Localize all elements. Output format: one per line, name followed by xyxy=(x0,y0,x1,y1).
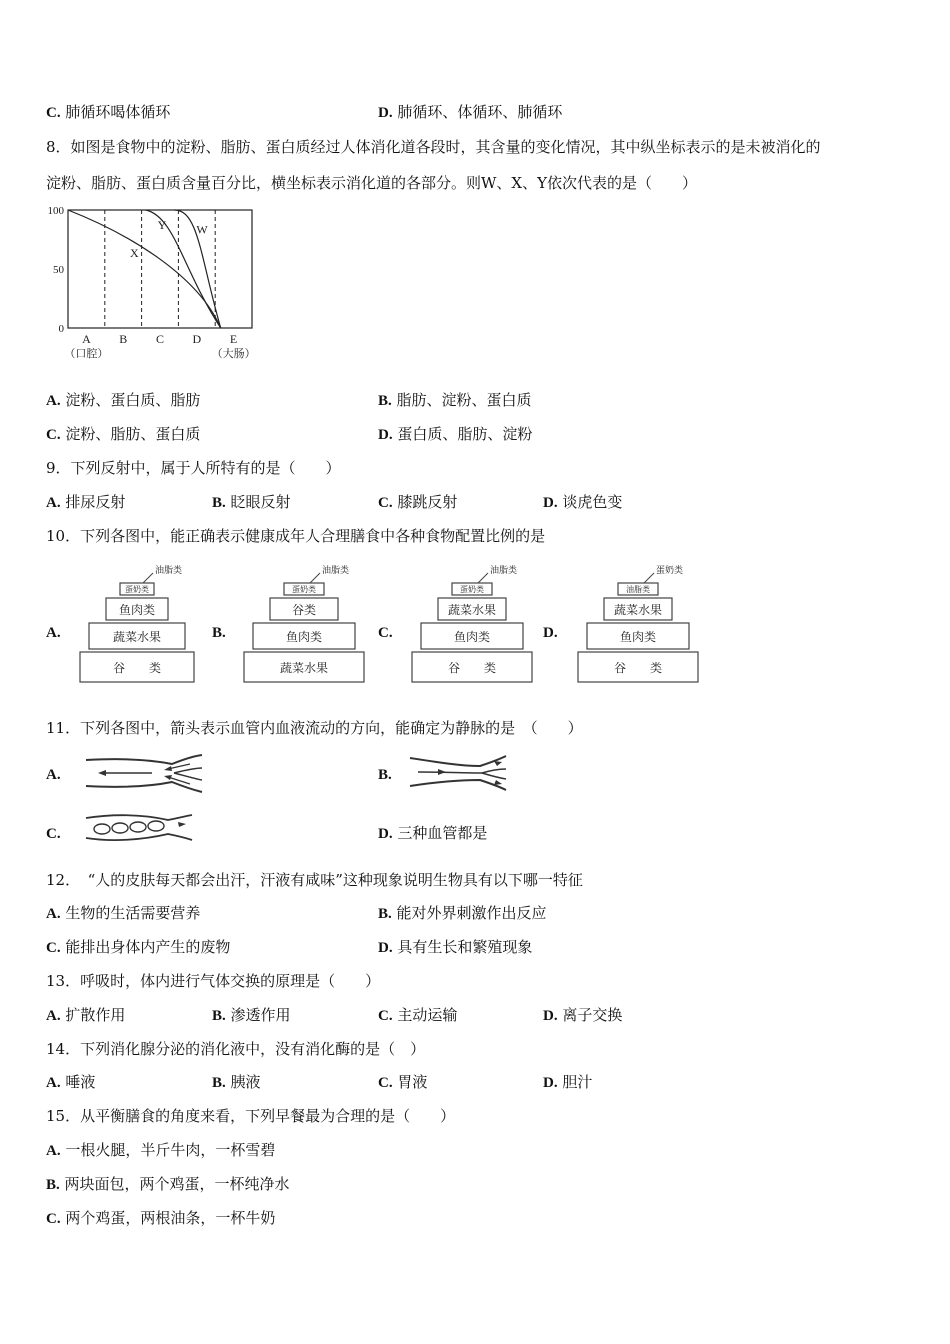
q14-option-b xyxy=(212,1072,261,1093)
option-text: 离子交换 xyxy=(562,1006,623,1024)
q8-stem-line-1: 8．如图是食物中的淀粉、脂肪、蛋白质经过人体消化道各段时，其含量的变化情况，其中纵坐标表示的是未被消化的 xyxy=(46,138,821,156)
x-tick-label: B xyxy=(119,332,128,346)
pyramid-level-label: 鱼肉类 xyxy=(285,630,323,644)
q9-option-c xyxy=(378,492,457,513)
option-label: C. xyxy=(378,495,393,511)
q13-stem: 13．呼吸时，体内进行气体交换的原理是（ ） xyxy=(46,972,381,990)
option-text: 眨眼反射 xyxy=(230,493,291,511)
option-text: 肺循环、体循环、肺循环 xyxy=(397,103,563,121)
option-label: D. xyxy=(378,105,393,121)
vessel-branching-a xyxy=(82,752,206,796)
food-pyramid-c xyxy=(410,562,534,686)
option-text: 两个鸡蛋，两根油条，一杯牛奶 xyxy=(65,1209,276,1227)
q12-option-d xyxy=(378,937,532,958)
q7-option-d xyxy=(378,102,562,123)
option-label: B. xyxy=(212,625,226,641)
q8-option-c xyxy=(46,424,200,445)
option-text: 淀粉、脂肪、蛋白质 xyxy=(65,425,201,443)
q11-option-b xyxy=(378,764,392,785)
q13-option-c xyxy=(378,1005,457,1026)
y-tick-label: 0 xyxy=(58,323,64,335)
pyramid-level-label: 蔬菜水果 xyxy=(112,630,162,644)
callout-leader xyxy=(478,573,488,583)
option-text: 渗透作用 xyxy=(230,1006,291,1024)
q8-stem-line-2: 淀粉、脂肪、蛋白质含量百分比，横坐标表示消化道的各部分。则W、X、Y依次代表的是（ ） xyxy=(46,174,698,192)
callout-leader xyxy=(310,573,320,583)
option-label: B. xyxy=(46,1177,60,1193)
q15-option-b xyxy=(46,1174,290,1195)
q11-stem: 11．下列各图中，箭头表示血管内血液流动的方向，能确定为静脉的是 （ ） xyxy=(46,719,583,737)
pyramid-level-label: 蔬菜水果 xyxy=(279,661,329,675)
q10-option-d-label xyxy=(543,622,558,643)
option-label: A. xyxy=(46,625,61,641)
option-text: 能对外界刺激作出反应 xyxy=(396,904,547,922)
q14-option-c xyxy=(378,1072,427,1093)
option-label: D. xyxy=(543,625,558,641)
x-tick-note: （口腔） xyxy=(64,348,109,360)
q10-option-b-label xyxy=(212,622,226,643)
option-label: C. xyxy=(46,826,61,842)
option-label: B. xyxy=(212,495,226,511)
option-label: B. xyxy=(378,393,392,409)
option-text: 谈虎色变 xyxy=(562,493,623,511)
q9-option-b xyxy=(212,492,291,513)
pyramid-level-label: 谷 类 xyxy=(447,661,497,675)
pyramid-level-label: 谷 类 xyxy=(112,661,162,675)
pyramid-level-label: 蛋奶类 xyxy=(460,585,484,594)
series-label-X: X xyxy=(130,246,139,261)
q8-option-b xyxy=(378,390,532,411)
option-text: 唾液 xyxy=(65,1073,96,1091)
option-label: A. xyxy=(46,1143,61,1159)
option-text: 三种血管都是 xyxy=(397,824,488,842)
option-text: 蛋白质、脂肪、淀粉 xyxy=(397,425,533,443)
pyramid-callout-label: 油脂类 xyxy=(490,565,518,575)
q15-stem: 15．从平衡膳食的角度来看，下列早餐最为合理的是（ ） xyxy=(46,1107,456,1125)
q11-option-d xyxy=(378,823,487,844)
option-text: 主动运输 xyxy=(397,1006,458,1024)
option-text: 脂肪、淀粉、蛋白质 xyxy=(396,391,532,409)
series-label-Y: Y xyxy=(157,217,167,232)
option-text: 生物的生活需要营养 xyxy=(65,904,201,922)
q15-option-c xyxy=(46,1208,275,1229)
q11-option-c xyxy=(46,823,61,844)
option-label: A. xyxy=(46,1008,61,1024)
option-text: 扩散作用 xyxy=(65,1006,126,1024)
q12-option-b xyxy=(378,903,547,924)
q12-option-c xyxy=(46,937,230,958)
option-text: 一根火腿，半斤牛肉，一杯雪碧 xyxy=(65,1141,276,1159)
option-label: A. xyxy=(46,767,61,783)
option-label: C. xyxy=(46,1211,61,1227)
y-tick-label: 100 xyxy=(47,205,64,217)
option-label: A. xyxy=(46,906,61,922)
q8-option-d xyxy=(378,424,532,445)
option-label: B. xyxy=(212,1075,226,1091)
option-text: 胆汁 xyxy=(562,1073,593,1091)
pyramid-callout-label: 油脂类 xyxy=(322,565,350,575)
option-label: C. xyxy=(46,427,61,443)
food-pyramid-a xyxy=(78,562,196,686)
option-text: 膝跳反射 xyxy=(397,493,458,511)
q14-option-a xyxy=(46,1072,95,1093)
option-label: C. xyxy=(378,1075,393,1091)
q8-option-a xyxy=(46,390,200,411)
q7-option-c xyxy=(46,102,170,123)
food-pyramid-b xyxy=(242,562,366,686)
q15-option-a xyxy=(46,1140,275,1161)
q10-stem: 10．下列各图中，能正确表示健康成年人合理膳食中各种食物配置比例的是 xyxy=(46,527,546,545)
x-tick-label: C xyxy=(155,332,165,346)
pyramid-level-label: 蔬菜水果 xyxy=(447,603,497,617)
option-label: C. xyxy=(46,105,61,121)
x-tick-note: （大肠） xyxy=(211,348,256,360)
option-label: C. xyxy=(378,625,393,641)
q12-option-a xyxy=(46,903,200,924)
x-tick-label: A xyxy=(82,332,91,346)
q9-option-d xyxy=(543,492,622,513)
option-text: 胰液 xyxy=(230,1073,261,1091)
option-text: 具有生长和繁殖现象 xyxy=(397,938,533,956)
option-text: 肺循环喝体循环 xyxy=(65,103,171,121)
option-label: B. xyxy=(212,1008,226,1024)
digestion-chart xyxy=(40,200,280,370)
option-label: D. xyxy=(378,826,393,842)
pyramid-callout-label: 蛋奶类 xyxy=(656,565,684,575)
option-label: B. xyxy=(378,767,392,783)
q13-option-d xyxy=(543,1005,622,1026)
option-text: 淀粉、蛋白质、脂肪 xyxy=(65,391,201,409)
option-label: D. xyxy=(543,1008,558,1024)
x-tick-label: D xyxy=(192,332,202,346)
pyramid-level-label: 鱼肉类 xyxy=(118,603,156,617)
pyramid-level-label: 油脂类 xyxy=(626,585,650,594)
callout-leader xyxy=(143,573,153,583)
vessel-branching-b xyxy=(406,752,510,796)
option-label: D. xyxy=(543,1075,558,1091)
option-label: D. xyxy=(543,495,558,511)
option-label: B. xyxy=(378,906,392,922)
vessel-capillary-c xyxy=(82,810,196,846)
pyramid-level-label: 鱼肉类 xyxy=(619,630,657,644)
q12-stem: 12． “人的皮肤每天都会出汗，汗液有咸味”这种现象说明生物具有以下哪一特征 xyxy=(46,871,583,889)
q9-option-a xyxy=(46,492,125,513)
option-text: 胃液 xyxy=(397,1073,428,1091)
callout-leader xyxy=(644,573,654,583)
pyramid-level-label: 蛋奶类 xyxy=(292,585,316,594)
q13-option-b xyxy=(212,1005,291,1026)
q14-option-d xyxy=(543,1072,592,1093)
q10-option-a-label xyxy=(46,622,61,643)
pyramid-callout-label: 油脂类 xyxy=(155,565,183,575)
y-tick-label: 50 xyxy=(53,264,64,276)
option-text: 两块面包，两个鸡蛋，一杯纯净水 xyxy=(64,1175,290,1193)
q13-option-a xyxy=(46,1005,125,1026)
series-label-W: W xyxy=(196,222,208,237)
option-text: 排尿反射 xyxy=(65,493,126,511)
q11-option-a xyxy=(46,764,61,785)
pyramid-level-label: 鱼肉类 xyxy=(453,630,491,644)
option-label: C. xyxy=(46,940,61,956)
option-label: A. xyxy=(46,393,61,409)
food-pyramid-d xyxy=(576,562,700,686)
pyramid-level-label: 蔬菜水果 xyxy=(613,603,663,617)
q9-stem: 9．下列反射中，属于人所特有的是（ ） xyxy=(46,459,341,477)
q14-stem: 14．下列消化腺分泌的消化液中，没有消化酶的是（ ） xyxy=(46,1040,426,1058)
option-label: A. xyxy=(46,1075,61,1091)
pyramid-level-label: 谷类 xyxy=(291,603,317,617)
x-tick-label: E xyxy=(229,332,238,346)
option-label: D. xyxy=(378,940,393,956)
option-label: A. xyxy=(46,495,61,511)
pyramid-level-label: 谷 类 xyxy=(613,661,663,675)
pyramid-level-label: 蛋奶类 xyxy=(125,585,149,594)
option-label: D. xyxy=(378,427,393,443)
option-label: C. xyxy=(378,1008,393,1024)
q10-option-c-label xyxy=(378,622,393,643)
option-text: 能排出身体内产生的废物 xyxy=(65,938,231,956)
